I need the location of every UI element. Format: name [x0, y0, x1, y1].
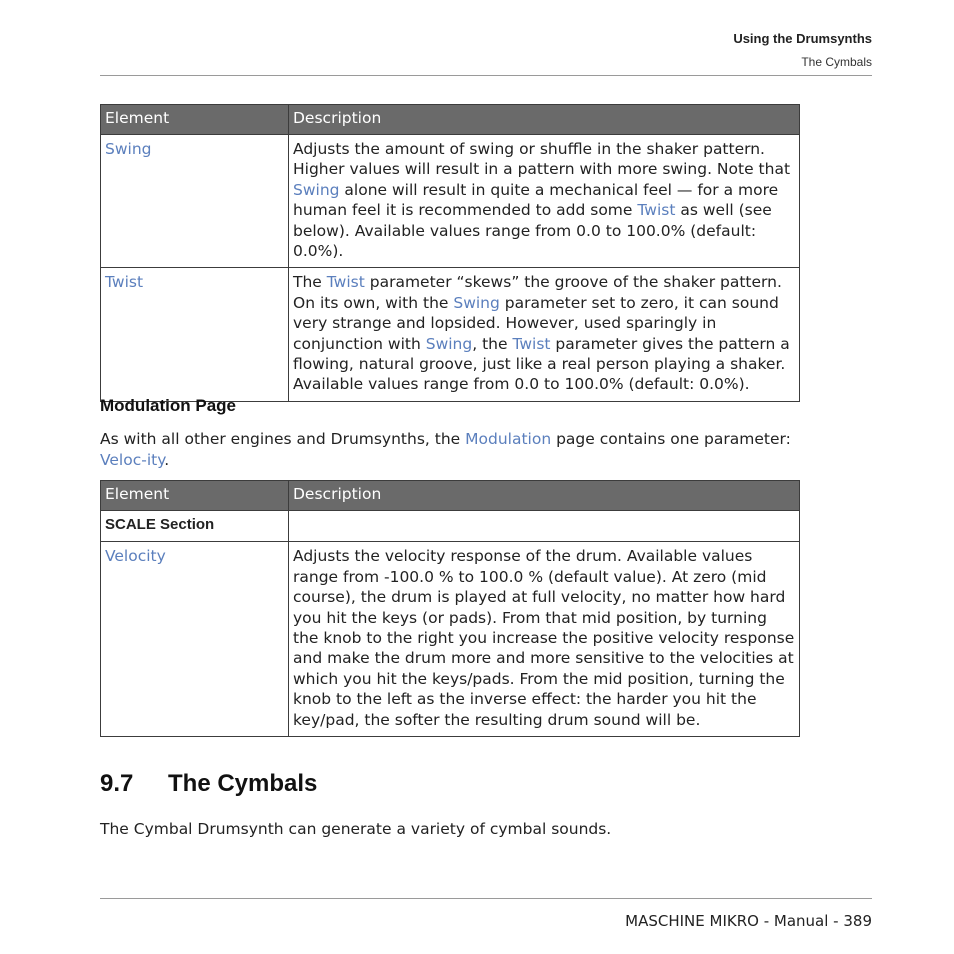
- table-header-row: [101, 481, 800, 511]
- twist-link[interactable]: Twist: [105, 273, 144, 292]
- text-segment: parameter gives the pattern a flowing, natural groove, just like a real person playing a shaker. Available values range from 0.0 to 100.0% (default: 0.0%).: [293, 334, 790, 394]
- swing-link[interactable]: Swing: [105, 140, 152, 158]
- page-footer: MASCHINE MIKRO - Manual - 389: [625, 912, 872, 930]
- section-heading: The Cymbals: [168, 770, 318, 797]
- parameter-table-modulation: [100, 480, 800, 737]
- empty-cell: [289, 511, 800, 542]
- chapter-title: Using the Drumsynths: [733, 31, 872, 46]
- inline-link[interactable]: Swing: [293, 180, 340, 199]
- text-segment: as well (see below). Available values range from 0.0 to 100.0% (default: 0.0%).: [293, 201, 772, 261]
- text-segment: .: [164, 450, 170, 469]
- description-cell: [289, 268, 800, 401]
- table-section-row: [101, 511, 800, 542]
- modulation-page-heading: Modulation Page: [100, 396, 236, 415]
- table-header-row: [101, 105, 800, 135]
- text-segment: As with all other engines and Drumsynths, the: [100, 430, 466, 448]
- header-divider: [100, 75, 872, 76]
- text-segment: Adjusts the amount of swing or shuffle in the shaker pattern. Higher values will result in a pattern with more swing. Note that: [293, 140, 791, 179]
- inline-link[interactable]: Swing: [453, 293, 500, 312]
- section-intro: The Cymbal Drumsynth can generate a variety of cymbal sounds.: [100, 820, 612, 838]
- section-number: 9.7: [100, 770, 134, 797]
- text-segment: Adjusts the velocity response of the drum. Available values range from -100.0 % to 100.0 % (default value). At zero (mid course), the drum is played at full velocity, no matter how hard you hit the keys (or pads). From that mid position, by turning the knob to the right you increase the positive velocity response and make the drum more and more sensitive to the velocities at which you hit the keys/pads. From the mid position, turning the knob to the left as the inverse effect: the harder you hit the key/pad, the softer the resulting drum sound will be.: [293, 547, 795, 729]
- table-row: [101, 135, 800, 268]
- footer-divider: [100, 898, 872, 899]
- column-header-description: Description: [289, 481, 800, 511]
- inline-link[interactable]: Swing: [425, 334, 473, 353]
- text-segment: parameter set to zero, it can sound very strange and lopsided. However, used sparingly in conjunction with: [293, 293, 779, 353]
- description-cell: [289, 135, 800, 268]
- inline-link[interactable]: Veloc-ity: [100, 450, 165, 469]
- column-header-element: Element: [101, 481, 289, 511]
- velocity-link[interactable]: Velocity: [105, 547, 166, 566]
- inline-link[interactable]: Modulation: [465, 430, 552, 448]
- table-row: [101, 542, 800, 737]
- inline-link[interactable]: Twist: [512, 334, 551, 353]
- element-cell: [101, 135, 289, 268]
- column-header-description: Description: [289, 105, 800, 135]
- text-segment: parameter “skews” the groove of the shaker pattern. On its own, with the: [293, 273, 782, 312]
- text-segment: The: [293, 273, 327, 292]
- text-segment: alone will result in quite a mechanical feel — for a more human feel it is recommended to add some: [293, 180, 779, 220]
- inline-link[interactable]: Twist: [326, 273, 365, 292]
- scale-section-label: SCALE Section: [101, 511, 289, 542]
- text-segment: page contains one parameter:: [551, 430, 791, 448]
- element-cell: [101, 268, 289, 401]
- modulation-intro: [100, 429, 805, 470]
- inline-link[interactable]: Twist: [637, 201, 676, 220]
- element-cell: [101, 542, 289, 737]
- column-header-element: Element: [101, 105, 289, 135]
- text-segment: , the: [472, 334, 513, 353]
- description-cell: [289, 542, 800, 737]
- parameter-table-shaker: [100, 104, 800, 402]
- table-row: [101, 268, 800, 401]
- section-title-header: The Cymbals: [801, 55, 872, 69]
